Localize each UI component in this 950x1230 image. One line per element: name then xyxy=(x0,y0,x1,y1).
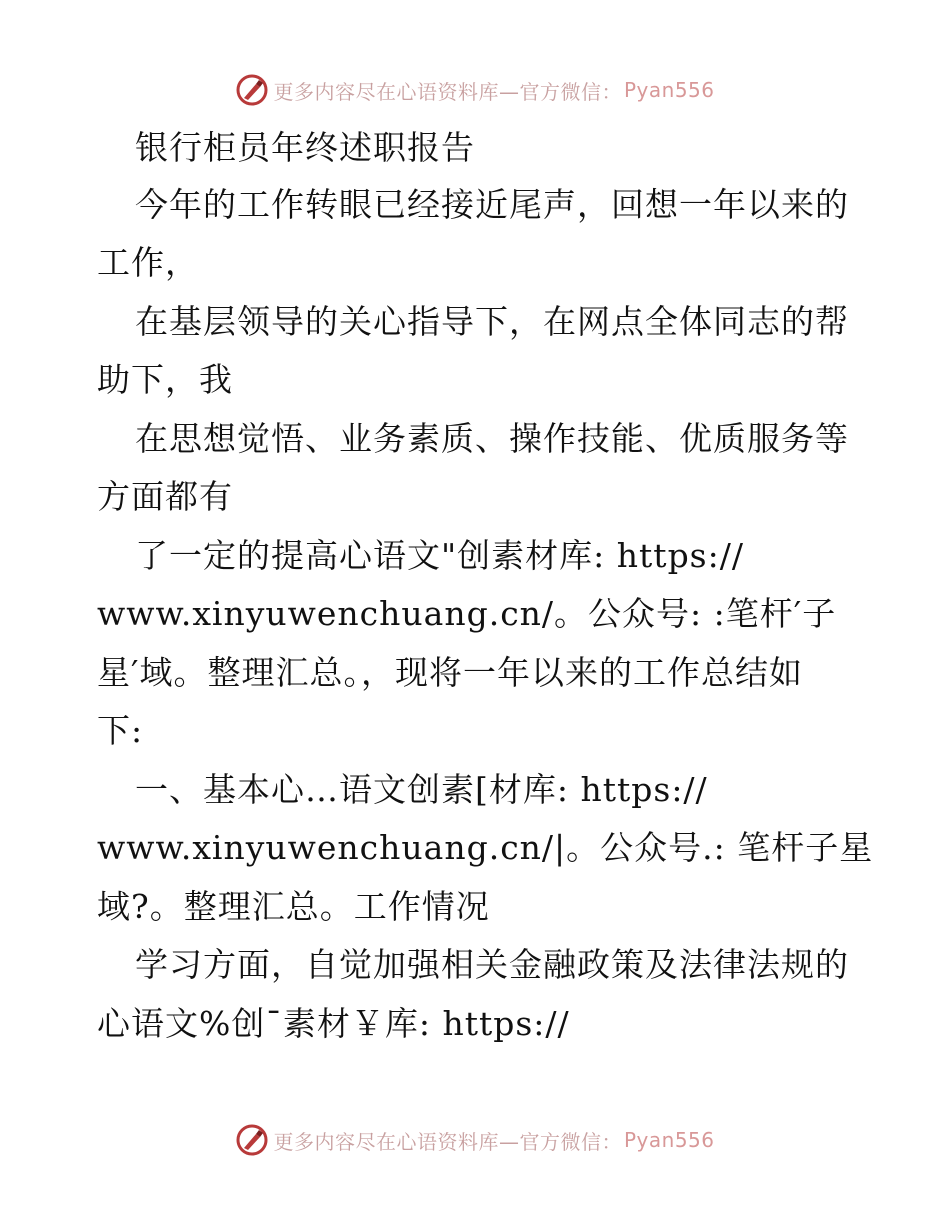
paragraph-line: 方面都有 xyxy=(97,477,233,516)
watermark-text: 更多内容尽在心语资料库—官方微信： xyxy=(273,79,622,104)
document-title: 银行柜员年终述职报告 xyxy=(135,128,475,167)
paragraph-line: www.xinyuwenchuang.cn/|。公众号.: 笔杆子星 xyxy=(97,828,874,867)
paragraph-line: 域?。整理汇总。工作情况 xyxy=(97,887,490,926)
paragraph-line: 星′域。整理汇总。，现将一年以来的工作总结如 xyxy=(97,653,803,692)
paragraph-line: 助下，我 xyxy=(97,360,233,399)
paragraph-line: 今年的工作转眼已经接近尾声，回想一年以来的 xyxy=(135,185,849,224)
watermark-wechat-id: Pyan556 xyxy=(623,1128,715,1152)
paragraph-line: 心语文%创¯素材￥库: https:// xyxy=(97,1004,570,1043)
pen-logo-icon xyxy=(235,73,269,107)
section-heading: 一、基本心…语文创素[材库: https:// xyxy=(135,770,708,809)
header-watermark xyxy=(0,70,950,110)
watermark-wechat-id: Pyan556 xyxy=(623,78,715,102)
paragraph-line: 工作， xyxy=(97,243,199,282)
paragraph-line: 下: xyxy=(97,711,144,750)
paragraph-line: 在基层领导的关心指导下，在网点全体同志的帮 xyxy=(135,302,849,341)
paragraph-line: 学习方面，自觉加强相关金融政策及法律法规的 xyxy=(135,945,849,984)
pen-logo-icon xyxy=(235,1123,269,1157)
paragraph-line: 了一定的提高心语文"创素材库: https:// xyxy=(135,536,744,575)
paragraph-line: 在思想觉悟、业务素质、操作技能、优质服务等 xyxy=(135,419,849,458)
footer-watermark xyxy=(0,1120,950,1160)
paragraph-line: www.xinyuwenchuang.cn/。公众号: :笔杆′子 xyxy=(97,594,837,633)
watermark-text: 更多内容尽在心语资料库—官方微信： xyxy=(273,1129,622,1154)
